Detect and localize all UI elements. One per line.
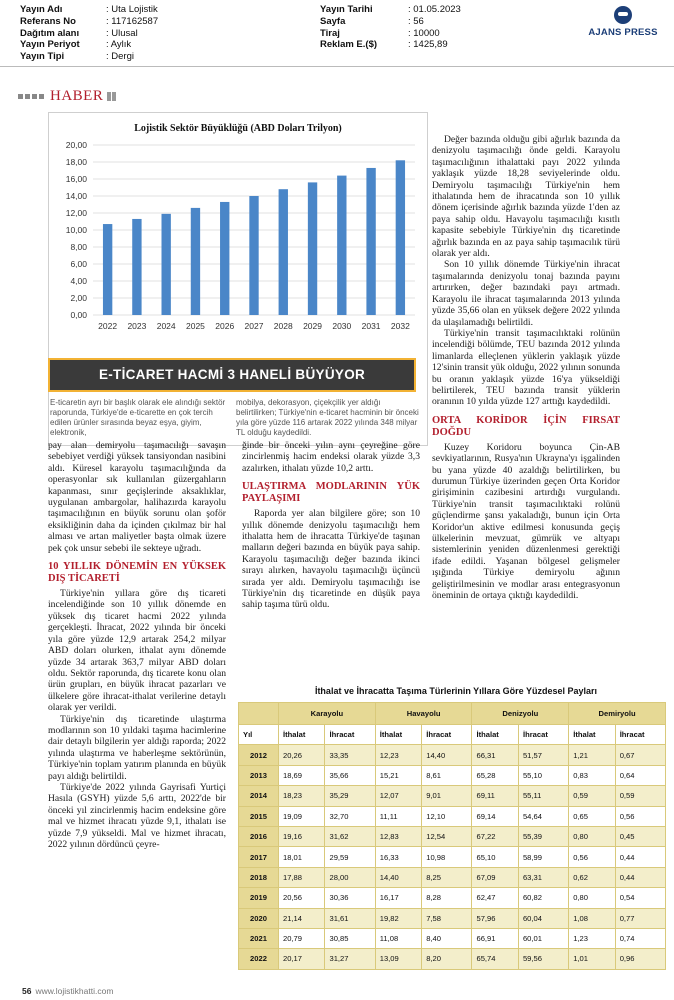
meta-key: Yayın Adı bbox=[20, 4, 63, 15]
column-header: İhracat bbox=[325, 725, 375, 745]
orta-koridor-heading: ORTA KORİDOR İÇİN FIRSAT DOĞDU bbox=[432, 414, 620, 438]
value-cell: 55,10 bbox=[518, 765, 568, 785]
value-cell: 0,59 bbox=[569, 786, 615, 806]
meta-value: : Ulusal bbox=[106, 27, 138, 39]
bar bbox=[103, 224, 112, 315]
y-tick-label: 14,00 bbox=[65, 191, 87, 201]
meta-value: : 117162587 bbox=[106, 15, 159, 27]
banner-text-left: E-ticaretin ayrı bir başlık olarak ele alındığı sektör raporunda, Türkiye'de e-ticarette en çok tercih edilen ürünler sırasında beyaz eşya, giyim, elektronik, bbox=[50, 398, 226, 437]
paragraph: pay alan demiryolu taşımacılığı savaşın sebebiyet verdiği yüksek tansiyondan nasibini aldı. Küresel karayolu taşımacılığında da operasyonlar sık kullanılan güzergahların kapanması, sınır geçişlerinde aksaklıklar, uygulanan ambargolar, halihazırda karayolu taşımacılığının en büyük sorunu olan şoför eksikliğinin daha da içinden çıkılmaz bir hal alması ve artan maliyetler başta olmak üzere pek çok unsur sebebi ile sekteye uğradı. bbox=[48, 440, 226, 554]
table-row bbox=[239, 745, 666, 765]
value-cell: 19,16 bbox=[279, 826, 325, 846]
value-cell: 67,22 bbox=[472, 826, 518, 846]
column-group-header: Demiryolu bbox=[569, 703, 666, 725]
table-row bbox=[239, 928, 666, 948]
year-cell: 2017 bbox=[239, 847, 279, 867]
section-label bbox=[18, 88, 116, 105]
meta-row bbox=[20, 51, 286, 63]
table-row bbox=[239, 949, 666, 969]
column-header: İthalat bbox=[279, 725, 325, 745]
bar bbox=[396, 160, 405, 315]
year-cell: 2012 bbox=[239, 745, 279, 765]
meta-left-column bbox=[20, 4, 286, 63]
value-cell: 62,47 bbox=[472, 888, 518, 908]
value-cell: 7,58 bbox=[422, 908, 472, 928]
transport-share-table bbox=[238, 702, 666, 970]
value-cell: 55,39 bbox=[518, 826, 568, 846]
value-cell: 8,20 bbox=[422, 949, 472, 969]
value-cell: 9,01 bbox=[422, 786, 472, 806]
right-column-top bbox=[432, 134, 620, 601]
x-tick-label: 2026 bbox=[215, 321, 235, 331]
value-cell: 60,82 bbox=[518, 888, 568, 908]
bar-chart bbox=[49, 137, 427, 347]
value-cell: 0,45 bbox=[615, 826, 665, 846]
value-cell: 19,09 bbox=[279, 806, 325, 826]
dis-ticaret-heading: 10 YILLIK DÖNEMİN EN YÜKSEK DIŞ TİCARETİ bbox=[48, 561, 226, 585]
value-cell: 1,08 bbox=[569, 908, 615, 928]
meta-row bbox=[20, 39, 286, 51]
section-title: HABER bbox=[50, 88, 104, 104]
square-icon bbox=[32, 94, 37, 99]
value-cell: 0,67 bbox=[615, 745, 665, 765]
value-cell: 19,82 bbox=[375, 908, 421, 928]
value-cell: 17,88 bbox=[279, 867, 325, 887]
meta-value: : 01.05.2023 bbox=[408, 4, 461, 15]
y-tick-label: 6,00 bbox=[70, 259, 87, 269]
year-cell: 2022 bbox=[239, 949, 279, 969]
value-cell: 12,07 bbox=[375, 786, 421, 806]
value-cell: 11,11 bbox=[375, 806, 421, 826]
value-cell: 58,99 bbox=[518, 847, 568, 867]
value-cell: 10,98 bbox=[422, 847, 472, 867]
value-cell: 1,01 bbox=[569, 949, 615, 969]
value-cell: 21,14 bbox=[279, 908, 325, 928]
left-column bbox=[48, 440, 226, 850]
value-cell: 30,85 bbox=[325, 928, 375, 948]
logo-text: AJANS PRESS bbox=[588, 27, 658, 38]
y-tick-label: 12,00 bbox=[65, 208, 87, 218]
value-cell: 18,23 bbox=[279, 786, 325, 806]
value-cell: 32,70 bbox=[325, 806, 375, 826]
table-subheader bbox=[239, 725, 666, 745]
value-cell: 20,56 bbox=[279, 888, 325, 908]
value-cell: 12,23 bbox=[375, 745, 421, 765]
meta-right-column bbox=[320, 4, 518, 51]
meta-value: : 10000 bbox=[408, 27, 440, 39]
value-cell: 66,91 bbox=[472, 928, 518, 948]
meta-value: : Aylık bbox=[106, 39, 132, 51]
value-cell: 0,54 bbox=[615, 888, 665, 908]
value-cell: 65,10 bbox=[472, 847, 518, 867]
column-header: İhracat bbox=[518, 725, 568, 745]
value-cell: 20,17 bbox=[279, 949, 325, 969]
value-cell: 0,96 bbox=[615, 949, 665, 969]
value-cell: 1,21 bbox=[569, 745, 615, 765]
square-icon bbox=[18, 94, 23, 99]
x-tick-label: 2028 bbox=[273, 321, 293, 331]
x-tick-label: 2031 bbox=[361, 321, 381, 331]
meta-row bbox=[320, 28, 518, 40]
meta-value: : Uta Lojistik bbox=[106, 4, 158, 15]
value-cell: 0,65 bbox=[569, 806, 615, 826]
value-cell: 35,66 bbox=[325, 765, 375, 785]
value-cell: 0,59 bbox=[615, 786, 665, 806]
paragraph: Son 10 yıllık dönemde Türkiye'nin ihracat taşımalarında denizyolu tonaj bazında payını artırırken, değer bazındaki payı artmadı. Karayolu ile ihracat taşımalarında 2013 yılında yüzde 35,66 olan en yüksek değere 2022 yılında da ulaşılamadığı belirtildi. bbox=[432, 259, 620, 328]
meta-row bbox=[20, 4, 286, 16]
y-tick-label: 18,00 bbox=[65, 157, 87, 167]
column-header: İhracat bbox=[615, 725, 665, 745]
year-cell: 2018 bbox=[239, 867, 279, 887]
paragraph: ğinde bir önceki yılın aynı çeyreğine göre zincirlenmiş hacim endeksi olarak yüzde 3,3 azalırken, ithalatı yüzde 10,2 arttı. bbox=[242, 440, 420, 474]
value-cell: 31,61 bbox=[325, 908, 375, 928]
column-header: İthalat bbox=[472, 725, 518, 745]
paragraph: Türkiye'nin yıllara göre dış ticareti incelendiğinde son 10 yıllık dönemde en yüksek dış ticaret hacmi 2022 yılında gerçekleşti. İhracat, 2022 yılında bir önceki yıla göre yüzde 12,9 artarak 254,2 milyar ABD doları olurken, ithalat aynı dönemde yüzde 34 artarak 363,7 milyar ABD doları oldu. Sektör raporunda, dış ticarete konu olan ürün grupları, en büyük ihracat pazarları ve ülkelere göre ihracat-ithalat verilerine detaylı olarak yer verildi. bbox=[48, 588, 226, 714]
value-cell: 51,57 bbox=[518, 745, 568, 765]
x-tick-label: 2022 bbox=[98, 321, 118, 331]
table-row bbox=[239, 908, 666, 928]
value-cell: 0,44 bbox=[615, 867, 665, 887]
value-cell: 55,11 bbox=[518, 786, 568, 806]
meta-key: Reklam E.($) bbox=[320, 39, 378, 51]
year-cell: 2019 bbox=[239, 888, 279, 908]
value-cell: 14,40 bbox=[422, 745, 472, 765]
y-tick-label: 0,00 bbox=[70, 310, 87, 320]
publication-meta bbox=[20, 4, 664, 66]
year-cell: 2021 bbox=[239, 928, 279, 948]
meta-row bbox=[320, 4, 518, 16]
paragraph: Değer bazında olduğu gibi ağırlık bazında da denizyolu taşımacılığı önde geldi. Karayolu taşımacılığının ithalattaki payı 2022 yılında yaklaşık yüzde 18,28 seviyelerinde oldu. Demiryolu taşımacılığı Türkiye'nin hem ithalatında hem de ihracatında son 10 yıllık dönem içerisinde ağırlık bazında yüzde 1'den az paya sahip oldu. Havayolu taşımacılığı kısıtlı kapasite sebebiyle Türkiye'nin dış ticaretinde ağırlık bazında en az paya sahip taşımacılık türü olarak yer aldı. bbox=[432, 134, 620, 260]
meta-key: Tiraj bbox=[320, 27, 340, 39]
value-cell: 8,40 bbox=[422, 928, 472, 948]
x-tick-label: 2029 bbox=[303, 321, 323, 331]
meta-row bbox=[320, 16, 518, 28]
paragraph: Türkiye'nin dış ticaretinde ulaştırma modlarının son 10 yıldaki taşıma hacimlerine dair detaylı bilgilerin yer aldığı raporda; 2022 yılında ulaştırma ve haberleşme sektörünün, Türkiye'nin toplam yatırım planında en büyük payı aldığı belirtildi. bbox=[48, 713, 226, 782]
column-header: İthalat bbox=[569, 725, 615, 745]
value-cell: 69,11 bbox=[472, 786, 518, 806]
value-cell: 31,27 bbox=[325, 949, 375, 969]
value-cell: 16,17 bbox=[375, 888, 421, 908]
value-cell: 35,29 bbox=[325, 786, 375, 806]
year-cell: 2016 bbox=[239, 826, 279, 846]
y-tick-label: 4,00 bbox=[70, 276, 87, 286]
banner-text-right: mobilya, dekorasyon, çiçekçilik yer aldığı belirtilirken; Türkiye'nin e-ticaret hacminin bir önceki yıla göre yüzde 116 artarak 2022 yılında 348 milyar TL olduğu kaydedildi. bbox=[236, 398, 419, 437]
year-cell: 2020 bbox=[239, 908, 279, 928]
value-cell: 66,31 bbox=[472, 745, 518, 765]
value-cell: 59,56 bbox=[518, 949, 568, 969]
table-row bbox=[239, 786, 666, 806]
value-cell: 1,23 bbox=[569, 928, 615, 948]
chart-card bbox=[48, 112, 428, 446]
x-tick-label: 2025 bbox=[185, 321, 205, 331]
meta-key: Yayın Tipi bbox=[20, 51, 65, 63]
table-group-header bbox=[239, 703, 666, 725]
x-tick-label: 2030 bbox=[332, 321, 352, 331]
value-cell: 65,74 bbox=[472, 949, 518, 969]
table-row bbox=[239, 847, 666, 867]
x-tick-label: 2024 bbox=[156, 321, 176, 331]
meta-key: Sayfa bbox=[320, 15, 346, 27]
page-footer bbox=[22, 986, 113, 996]
x-tick-label: 2027 bbox=[244, 321, 264, 331]
value-cell: 12,83 bbox=[375, 826, 421, 846]
value-cell: 65,28 bbox=[472, 765, 518, 785]
paragraph: Raporda yer alan bilgilere göre; son 10 yıllık dönemde denizyolu taşımacılığı hem ithalatta hem de ihracatta Türkiye'de taşınan malların değeri bazında en büyük paya sahip. Karayolu taşımacılığı değer bazında ikinci sırayı alırken, havayolu taşımacılığı üçüncü sırada yer aldı. Demiryolu taşımacılığı ise Türkiye'nin dış ticaretinde en düşük paya sahip taşıma türü oldu. bbox=[242, 508, 420, 611]
value-cell: 31,62 bbox=[325, 826, 375, 846]
square-icon bbox=[25, 94, 30, 99]
value-cell: 0,56 bbox=[615, 806, 665, 826]
year-cell: 2015 bbox=[239, 806, 279, 826]
value-cell: 57,96 bbox=[472, 908, 518, 928]
value-cell: 0,83 bbox=[569, 765, 615, 785]
paragraph: Kuzey Koridoru boyunca Çin-AB sevkiyatlarının, Rusya'nın Ukrayna'yı işgalinden bu yana yüzde 40 azaldığı belirtilirken, bu durumun Türkiye üzerinden geçen Orta Koridor girişiminin cazibesini artırdığı vurgulandı. Türkiye'nin transit taşımacılıktaki rolünü güçlendirme şansı yakaladığı, bunun için Orta Koridor'un aktive edilmesi konusunda geçiş ülkelerinin mevzuat, gümrük ve altyapı sistemlerinin yeniden düzenlenmesi gerektiği ifade edildi. Yaşanan bölgesel gelişmeler ışığında Türkiye demiryolu ağının geliştirilmesinin ve modlar arası entegrasyonun öneminin de ortaya çıktığı kaydedildi. bbox=[432, 441, 620, 602]
bar bbox=[191, 208, 200, 315]
value-cell: 13,09 bbox=[375, 949, 421, 969]
meta-key: Referans No bbox=[20, 15, 76, 27]
value-cell: 0,80 bbox=[569, 826, 615, 846]
x-tick-label: 2032 bbox=[390, 321, 410, 331]
y-tick-label: 16,00 bbox=[65, 174, 87, 184]
meta-row bbox=[320, 39, 518, 51]
x-tick-label: 2023 bbox=[127, 321, 147, 331]
year-cell: 2013 bbox=[239, 765, 279, 785]
value-cell: 20,79 bbox=[279, 928, 325, 948]
value-cell: 14,40 bbox=[375, 867, 421, 887]
value-cell: 0,64 bbox=[615, 765, 665, 785]
grid-icon bbox=[107, 92, 116, 101]
value-cell: 60,04 bbox=[518, 908, 568, 928]
table-row bbox=[239, 765, 666, 785]
value-cell: 8,28 bbox=[422, 888, 472, 908]
value-cell: 0,80 bbox=[569, 888, 615, 908]
bar bbox=[220, 202, 229, 315]
value-cell: 67,09 bbox=[472, 867, 518, 887]
value-cell: 0,74 bbox=[615, 928, 665, 948]
column-group-header: Denizyolu bbox=[472, 703, 569, 725]
value-cell: 20,26 bbox=[279, 745, 325, 765]
middle-column bbox=[242, 440, 420, 611]
value-cell: 16,33 bbox=[375, 847, 421, 867]
value-cell: 11,08 bbox=[375, 928, 421, 948]
table-corner bbox=[239, 703, 279, 725]
meta-value: : 1425,89 bbox=[408, 39, 448, 51]
header-divider bbox=[0, 66, 674, 67]
value-cell: 0,56 bbox=[569, 847, 615, 867]
meta-row bbox=[20, 16, 286, 28]
value-cell: 63,31 bbox=[518, 867, 568, 887]
bar bbox=[308, 182, 317, 315]
value-cell: 0,77 bbox=[615, 908, 665, 928]
column-header: İthalat bbox=[375, 725, 421, 745]
column-group-header: Karayolu bbox=[279, 703, 376, 725]
table-title: İthalat ve İhracatta Taşıma Türlerinin Yıllara Göre Yüzdesel Payları bbox=[314, 686, 598, 696]
bar bbox=[132, 219, 141, 315]
bar bbox=[249, 196, 258, 315]
meta-key: Yayın Periyot bbox=[20, 39, 80, 51]
table-row bbox=[239, 867, 666, 887]
table-row bbox=[239, 806, 666, 826]
value-cell: 12,54 bbox=[422, 826, 472, 846]
website-url: www.lojistikhatti.com bbox=[35, 986, 114, 996]
table-row bbox=[239, 888, 666, 908]
value-cell: 12,10 bbox=[422, 806, 472, 826]
value-cell: 15,21 bbox=[375, 765, 421, 785]
bar bbox=[279, 189, 288, 315]
table-row bbox=[239, 826, 666, 846]
value-cell: 18,01 bbox=[279, 847, 325, 867]
value-cell: 18,69 bbox=[279, 765, 325, 785]
meta-row bbox=[20, 28, 286, 40]
column-group-header: Havayolu bbox=[375, 703, 472, 725]
page-number: 56 bbox=[22, 986, 32, 996]
ecommerce-banner-title: E-TİCARET HACMİ 3 HANELİ BÜYÜYOR bbox=[48, 358, 416, 392]
value-cell: 8,61 bbox=[422, 765, 472, 785]
value-cell: 8,25 bbox=[422, 867, 472, 887]
ajans-press-logo bbox=[584, 6, 662, 38]
value-cell: 54,64 bbox=[518, 806, 568, 826]
y-tick-label: 2,00 bbox=[70, 293, 87, 303]
y-tick-label: 8,00 bbox=[70, 242, 87, 252]
value-cell: 28,00 bbox=[325, 867, 375, 887]
bar bbox=[366, 168, 375, 315]
meta-key: Yayın Tarihi bbox=[320, 4, 373, 15]
column-header: İhracat bbox=[422, 725, 472, 745]
ulastirma-heading: ULAŞTIRMA MODLARININ YÜK PAYLAŞIMI bbox=[242, 481, 420, 505]
square-icon bbox=[39, 94, 44, 99]
paragraph: Türkiye'nin transit taşımacılıktaki rolünün incelendiği bölümde, TEU bazında 2012 yılında limanlarda elleçlenen yüklerin yaklaşık yüzde 12'sinin transit yük olduğu, 2022 yılının sonunda bu oranın yaklaşık yüzde 16'ya yükseldiği belirtilerek, TEU bazında transit yüklerin oranının 10 yılda yüzde 127 arttığı kaydedildi. bbox=[432, 327, 621, 408]
value-cell: 33,35 bbox=[325, 745, 375, 765]
value-cell: 30,36 bbox=[325, 888, 375, 908]
logo-icon bbox=[614, 6, 632, 24]
meta-key: Dağıtım alanı bbox=[20, 27, 80, 39]
value-cell: 69,14 bbox=[472, 806, 518, 826]
value-cell: 0,62 bbox=[569, 867, 615, 887]
value-cell: 0,44 bbox=[615, 847, 665, 867]
value-cell: 60,01 bbox=[518, 928, 568, 948]
y-tick-label: 20,00 bbox=[65, 140, 87, 150]
year-cell: 2014 bbox=[239, 786, 279, 806]
bar bbox=[337, 176, 346, 315]
chart-title: Lojistik Sektör Büyüklüğü (ABD Doları Trilyon) bbox=[134, 123, 342, 134]
y-tick-label: 10,00 bbox=[65, 225, 87, 235]
value-cell: 29,59 bbox=[325, 847, 375, 867]
bar bbox=[161, 214, 170, 315]
paragraph: Türkiye'de 2022 yılında Gayrisafi Yurtiçi Hasıla (GSYH) yüzde 5,6 arttı, 2022'de bir önceki yıl zincirlenmiş hacim endeksine göre mal ve hizmet ihracatı yüzde 9,1, ithalatı ise yüzde 7,9 yükseldi. Mal ve hizmet ihracatı, 2022 yılının dördüncü çeyre- bbox=[48, 781, 226, 850]
column-header: Yıl bbox=[239, 725, 279, 745]
meta-value: : 56 bbox=[408, 15, 424, 27]
meta-value: : Dergi bbox=[106, 51, 134, 63]
